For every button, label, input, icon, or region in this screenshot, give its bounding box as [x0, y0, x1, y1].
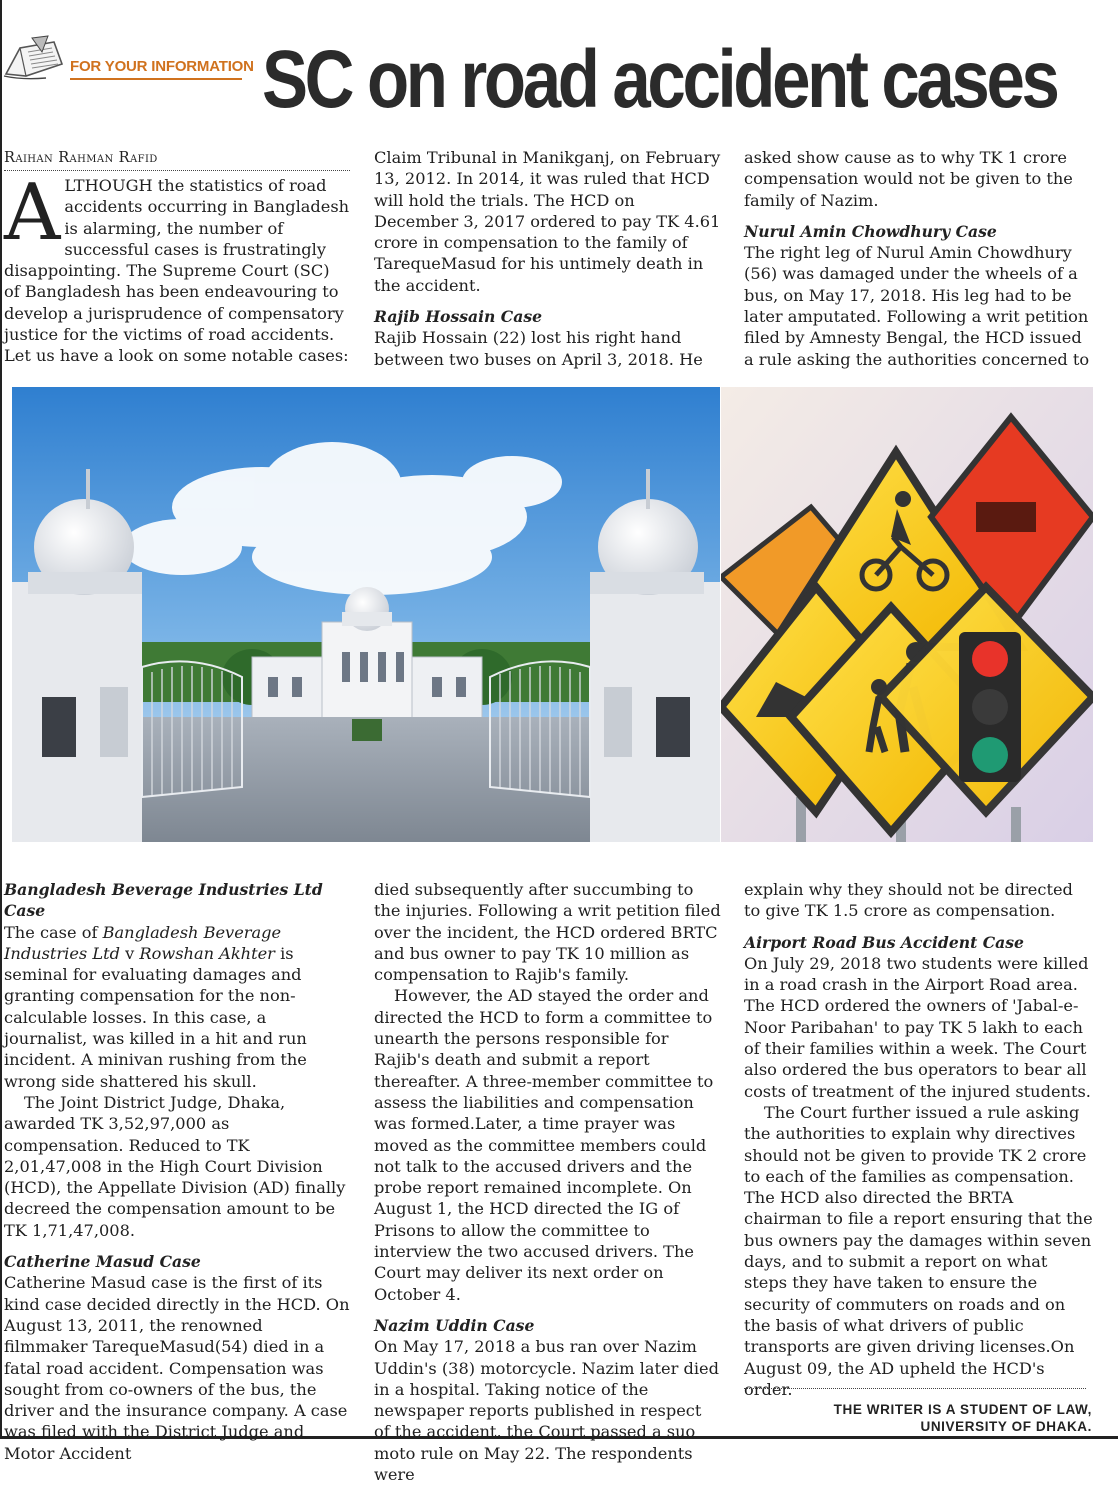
heading-airport-road: Airport Road Bus Accident Case: [744, 932, 1024, 952]
heading-catherine-masud: Catherine Masud Case: [4, 1252, 201, 1272]
beverage-party-name: Rowshan Akhter: [139, 943, 275, 963]
footer-divider: [744, 1388, 1086, 1389]
intro-paragraph: [4, 168, 350, 367]
supreme-court-photo: [12, 387, 720, 842]
nazim-paragraph: On May 17, 2018 a bus ran over Nazim Uddin's (38) motorcycle. Nazim later died in a hospital. Taking notice of the newspaper reports published in respect of the accident, the Court passed a suo moto rule on May 22. The respondents were: [374, 1337, 719, 1485]
column-2-bottom: [374, 879, 722, 1485]
rajib-intro: Rajib Hossain (22) lost his right hand between two buses on April 3, 2018. He: [374, 328, 703, 369]
airport-rule-paragraph: The Court further issued a rule asking the authorities to explain why directives should not be given to provide TK 2 crore to each of the families as compensation. The HCD also directed the BRTA chairman to file a report ensuring that the bus owners pay the damages within seven days, and to submit a report on what steps they have taken to ensure the security of commuters on roads and on the basis of what drivers of public transports are given driving licenses.On August 09, the AD upheld the HCD's order.: [744, 1102, 1093, 1399]
column-3-top: [744, 147, 1094, 370]
nurul-continued: explain why they should not be directed to give TK 1.5 crore as compensation.: [744, 880, 1073, 921]
drop-cap: A: [4, 168, 61, 258]
headline: SC on road accident cases: [262, 34, 1057, 125]
beverage-case-name: Bangladesh Beverage Industries Ltd: [4, 922, 282, 963]
nazim-continued: asked show cause as to why TK 1 crore compensation would not be given to the family of Nazim.: [744, 148, 1073, 210]
intro-text: LTHOUGH the statistics of road accidents occurring in Bangladesh is alarming, the number of successful cases is frustratingly disappointing. The Supreme Court (SC) of Bangladesh has been endeavouring to develop a jurisprudence of compensatory justice for the victims of road accidents. Let us have a look on some notable cases:: [4, 176, 350, 366]
beverage-versus: v: [119, 943, 140, 963]
rajib-continued: died subsequently after succumbing to the injuries. Following a writ petition filed over the incident, the HCD ordered BRTC and bus owner to pay TK 10 million as compensation to Rajib's family.: [374, 880, 721, 985]
beverage-text-b: is seminal for evaluating damages and granting compensation for the non-calculable losses. In this case, a journalist, was killed in a hit and run incident. A minivan rushing from the wrong side shattered his skull.: [4, 943, 307, 1091]
writer-credit: [744, 1401, 1092, 1435]
rajib-ad-paragraph: However, the AD stayed the order and directed the HCD to form a committee to unearth the persons responsible for Rajib's death and submit a report thereafter. A three-member committee to assess the liabilities and compensation was formed.Later, a time prayer was moved as the committee members could not talk to the accused drivers and the probe report remained incomplete. On August 1, the HCD directed the IG of Prisons to allow the committee to interview the two accused drivers. The Court may deliver its next order on October 4.: [374, 986, 714, 1304]
column-2-top: [374, 147, 722, 370]
nurul-intro: The right leg of Nurul Amin Chowdhury (56) was damaged under the wheels of a bus, on May 17, 2018. His leg had to be later amputated. Following a writ petition filed by Amnesty Bengal, the HCD issued a rule asking the authorities concerned to: [744, 243, 1090, 369]
column-1-bottom: [4, 879, 350, 1464]
column-1-top: [4, 148, 350, 367]
byline: Raihan Rahman Rafid: [4, 150, 158, 166]
catherine-paragraph: Catherine Masud case is the first of its kind case decided directly in the HCD. On August 13, 2011, the renowned filmmaker TarequeMasud(54) died in a fatal road accident. Compensation was sought from co-owners of the bus, the driver and the insurance company. A case was filed with the District Judge and Motor Accident: [4, 1273, 350, 1463]
kicker-underline: [70, 78, 242, 80]
page-left-border: [0, 0, 2, 1438]
beverage-paragraph: [4, 922, 350, 1092]
heading-nazim-uddin: Nazim Uddin Case: [374, 1315, 535, 1335]
beverage-award-paragraph: The Joint District Judge, Dhaka, awarded TK 3,52,97,000 as compensation. Reduced to TK 2,01,47,008 in the High Court Division (HCD), the Appellate Division (AD) finally decreed the compensation amount to be TK 1,71,47,008.: [4, 1092, 346, 1240]
airport-paragraph: On July 29, 2018 two students were killed in a road crash in the Airport Road area. The HCD ordered the owners of 'Jabal-e-Noor Paribahan' to pay TK 5 lakh to each of their families within a week. The Court also ordered the bus operators to bear all costs of treatment of the injured students.: [744, 953, 1091, 1101]
heading-bangladesh-beverage: Bangladesh Beverage Industries Ltd Case: [4, 880, 323, 921]
heading-rajib-hossain: Rajib Hossain Case: [374, 307, 543, 327]
road-signs-photo: [721, 387, 1093, 842]
newspaper-pen-icon: [2, 34, 66, 80]
beverage-text-a: The case of: [4, 922, 103, 942]
writer-line-2: UNIVERSITY OF DHAKA.: [920, 1419, 1092, 1434]
heading-nurul-amin: Nurul Amin Chowdhury Case: [744, 221, 997, 241]
writer-line-1: THE WRITER IS A STUDENT OF LAW,: [833, 1402, 1092, 1417]
section-kicker: FOR YOUR INFORMATION: [70, 58, 254, 75]
catherine-continued: Claim Tribunal in Manikganj, on February 13, 2012. In 2014, it was ruled that HCD will hold the trials. The HCD on December 3, 2017 ordered to pay TK 4.61 crore in compensation to the family of TarequeMasud for his untimely death in the accident.: [374, 148, 721, 295]
column-3-bottom: [744, 879, 1094, 1400]
